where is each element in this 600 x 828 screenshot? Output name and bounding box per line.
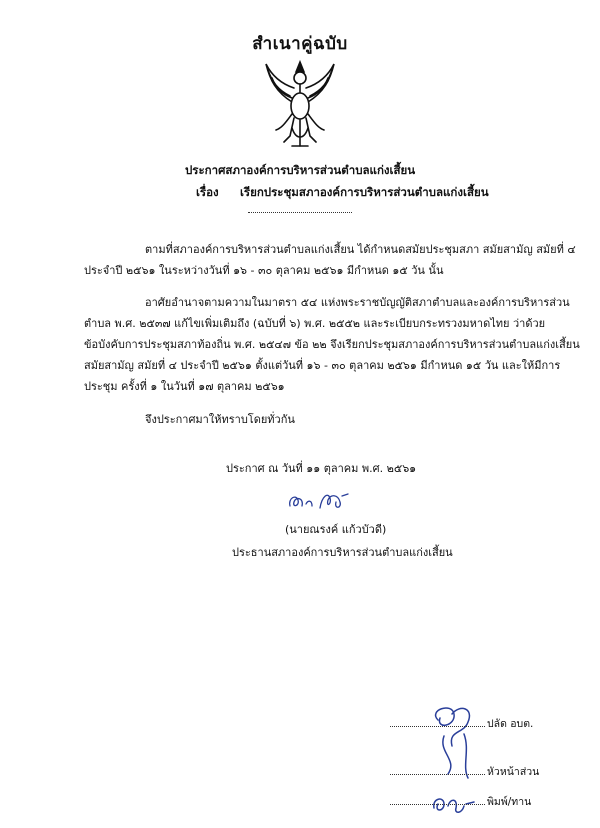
p2-line-5: ประชุม ครั้งที่ ๑ ในวันที่ ๑๗ ตุลาคม ๒๕๖๑ (84, 380, 285, 393)
signature-dotted-line (390, 726, 485, 727)
routing-row-2 (390, 763, 539, 780)
garuda-emblem-icon (262, 58, 338, 150)
subject-text: เรียกประชุมสภาองค์การบริหารส่วนตำบลแก่งเสี้ยน (240, 185, 489, 199)
routing-row-3 (390, 793, 531, 810)
title-divider (248, 212, 352, 213)
p2-line-1: อาศัยอำนาจตามความในมาตรา ๕๔ แห่งพระราชบัญญัติสภาตำบลและองค์การบริหารส่วน (145, 296, 570, 309)
routing-label: พิมพ์/ทาน (487, 796, 532, 808)
signature-dotted-line (390, 804, 485, 805)
p2-line-4: สมัยสามัญ สมัยที่ ๔ ประจำปี ๒๕๖๑ ตั้งแต่วันที่ ๑๖ - ๓๐ ตุลาคม ๒๕๖๑ มีกำหนด ๑๕ วัน และให้มีการ (84, 359, 561, 372)
p1-line-2: ประจำปี ๒๕๖๑ ในระหว่างวันที่ ๑๖ - ๓๐ ตุลาคม ๒๕๖๑ มีกำหนด ๑๕ วัน นั้น (84, 264, 444, 277)
signatory-name: (นายณรงค์ แก้วบัวดี) (285, 523, 387, 536)
signature-dotted-line (390, 774, 485, 775)
body-paragraph-3: จึงประกาศมาให้ทราบโดยทั่วกัน (145, 413, 295, 426)
announcement-title: ประกาศสภาองค์การบริหารส่วนตำบลแก่งเสี้ยน (185, 163, 416, 177)
copy-label: สำเนาคู่ฉบับ (252, 34, 348, 54)
routing-row-1 (390, 715, 533, 732)
p2-line-3: ข้อบังคับการประชุมสภาท้องถิ่น พ.ศ. ๒๕๔๗ ข้อ ๒๒ จึงเรียกประชุมสภาองค์การบริหารส่วนตำบลแก่งเสี้ยน (84, 338, 580, 351)
p1-line-1: ตามที่สภาองค์การบริหารส่วนตำบลแก่งเสี้ยน ได้กำหนดสมัยประชุมสภา สมัยสามัญ สมัยที่ ๔ (145, 243, 576, 256)
routing-label: หัวหน้าส่วน (487, 766, 540, 778)
signatory-position: ประธานสภาองค์การบริหารส่วนตำบลแก่งเสี้ยน (232, 546, 453, 559)
subject-label: เรื่อง (196, 185, 219, 199)
signature-image (282, 486, 362, 516)
p2-line-2: ตำบล พ.ศ. ๒๕๓๗ แก้ไขเพิ่มเติมถึง (ฉบับที่ ๖) พ.ศ. ๒๕๕๒ และระเบียบกระทรวงมหาดไทย ว่าด้วย (84, 317, 546, 330)
date-line: ประกาศ ณ วันที่ ๑๑ ตุลาคม พ.ศ. ๒๕๖๑ (226, 462, 417, 475)
routing-label: ปลัด อบต. (487, 718, 534, 730)
